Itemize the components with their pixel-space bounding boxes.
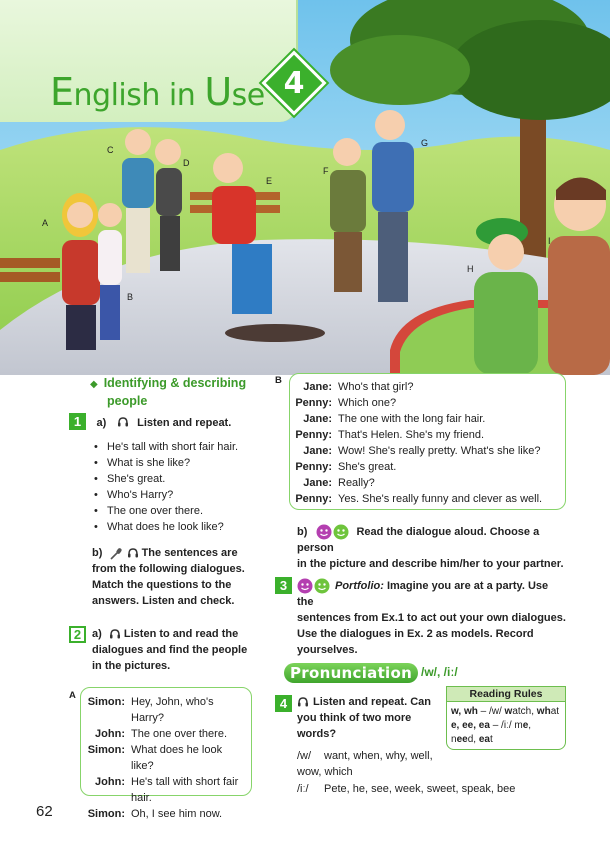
dialogue-row bbox=[81, 726, 245, 742]
person-label-a: A bbox=[42, 218, 49, 228]
reading-rules-title: Reading Rules bbox=[447, 687, 565, 702]
exercise-3-instruction bbox=[297, 578, 567, 658]
unit-title-tab bbox=[0, 0, 298, 122]
dialogue-line: She's great. bbox=[338, 461, 397, 473]
title-letter-e: E bbox=[50, 70, 74, 114]
pronunciation-sounds: /w/, /iː/ bbox=[421, 665, 458, 679]
sound-w-words bbox=[297, 748, 433, 780]
rule-letters: e, ee, ea bbox=[451, 720, 490, 731]
rule-letters: e bbox=[522, 720, 529, 731]
rule-letters: wh bbox=[536, 706, 551, 717]
rule-letters: w bbox=[504, 706, 513, 717]
dialogue-b-letter: B bbox=[275, 375, 282, 386]
rule-text: atch, bbox=[512, 706, 537, 717]
diamond-bullet-icon: ◆ bbox=[90, 379, 98, 390]
dialogue-line: hair. bbox=[131, 792, 152, 804]
headphones-icon bbox=[109, 628, 121, 640]
sound-w-list: want, when, why, well, bbox=[324, 750, 433, 762]
microphone-icon bbox=[109, 547, 123, 560]
speaker-name: Simon: bbox=[87, 808, 125, 820]
exercise-3-header bbox=[275, 577, 292, 595]
rule-text: at bbox=[550, 706, 560, 717]
exercise-3-number: 3 bbox=[275, 577, 292, 594]
pair-work-icon bbox=[316, 524, 350, 540]
speaker-name: Penny: bbox=[295, 493, 332, 505]
dialogue-line: Hey, John, who's Harry? bbox=[131, 696, 214, 724]
dialogue-line: The one over there. bbox=[131, 728, 228, 740]
exercise-2b-instruction bbox=[297, 524, 567, 572]
speaker-name: Jane: bbox=[303, 413, 332, 425]
exercise-4-number: 4 bbox=[275, 695, 292, 712]
dialogue-line: Yes. She's really funny and clever as well. bbox=[338, 493, 543, 505]
exercise-2b-line1: Read the dialogue aloud. Choose a person bbox=[297, 526, 540, 555]
rule-text: n bbox=[451, 734, 457, 745]
rule-text: – /iː/ m bbox=[489, 720, 523, 731]
exercise-3-line2: sentences from Ex.1 to act out your own dialogues. bbox=[297, 612, 566, 625]
dialogue-row bbox=[290, 411, 559, 427]
sound-i-list: Pete, he, see, week, sweet, speak, bee bbox=[324, 783, 516, 795]
rule-text: – /w/ bbox=[477, 706, 505, 717]
headphones-icon bbox=[297, 696, 309, 708]
dialogue-row bbox=[81, 790, 245, 806]
phrase-list bbox=[92, 439, 238, 535]
list-item: • What does he look like? bbox=[92, 519, 238, 535]
exercise-3-line3: Use the dialogues in Ex. 2 as models. Record bbox=[297, 628, 534, 641]
exercise-2b-label: b) bbox=[297, 526, 308, 538]
exercise-1a-label: a) bbox=[96, 417, 107, 429]
person-label-b: B bbox=[127, 292, 134, 302]
exercise-1b-line1: The sentences are bbox=[141, 547, 238, 559]
exercise-1b-instruction bbox=[92, 545, 272, 609]
title-part-2: se bbox=[231, 78, 265, 113]
person-label-d: D bbox=[183, 158, 190, 168]
rule-letters: w, wh bbox=[451, 706, 478, 717]
sound-i-label: /iː/ bbox=[297, 783, 309, 795]
dialogue-row bbox=[290, 395, 559, 411]
speaker-name: John: bbox=[95, 776, 125, 788]
sound-w-label: /w/ bbox=[297, 750, 312, 762]
dialogue-row bbox=[290, 427, 559, 443]
exercise-1-header bbox=[69, 413, 231, 431]
dialogue-row bbox=[290, 443, 559, 459]
section-heading-line1: Identifying & describing bbox=[103, 376, 247, 390]
list-item: • What is she like? bbox=[92, 455, 238, 471]
dialogue-row bbox=[81, 742, 245, 774]
section-heading-line2: people bbox=[107, 394, 148, 408]
dialogue-line: That's Helen. She's my friend. bbox=[338, 429, 485, 441]
rule-text: , bbox=[528, 720, 532, 731]
speaker-name bbox=[81, 790, 125, 806]
dialogue-b-box bbox=[289, 373, 566, 510]
dialogue-a-letter: A bbox=[69, 690, 76, 701]
speaker-name: Penny: bbox=[295, 397, 332, 409]
dialogue-line: What does he look like? bbox=[131, 744, 223, 772]
person-label-f: F bbox=[323, 166, 329, 176]
dialogue-line: The one with the long fair hair. bbox=[338, 413, 486, 425]
speaker-name: Simon: bbox=[87, 744, 125, 756]
speaker-name: Penny: bbox=[295, 429, 332, 441]
dialogue-line: Who's that girl? bbox=[338, 381, 414, 393]
dialogue-row bbox=[290, 491, 559, 507]
exercise-2-number: 2 bbox=[69, 626, 86, 643]
exercise-2b-line2: in the picture and describe him/her to your partner. bbox=[297, 558, 564, 571]
headphones-icon bbox=[127, 547, 139, 559]
exercise-4-instruction bbox=[297, 694, 437, 742]
portfolio-label: Portfolio: bbox=[335, 580, 384, 592]
exercise-1b-line4: answers. Listen and check. bbox=[92, 595, 235, 607]
dialogue-line: Which one? bbox=[338, 397, 397, 409]
exercise-2a-label: a) bbox=[92, 628, 102, 640]
exercise-2-header bbox=[69, 626, 86, 644]
speaker-name: Penny: bbox=[295, 461, 332, 473]
speaker-name: John: bbox=[95, 728, 125, 740]
dialogue-line: Really? bbox=[338, 477, 375, 489]
reading-rules-body bbox=[447, 702, 565, 750]
speaker-name: Simon: bbox=[87, 696, 125, 708]
exercise-4-header bbox=[275, 695, 292, 713]
dialogue-line: He's tall with short fair bbox=[131, 776, 239, 788]
speaker-name: Jane: bbox=[303, 477, 332, 489]
pronunciation-title: Pronunciation bbox=[284, 663, 418, 683]
exercise-2a-line2: dialogues and find the people bbox=[92, 644, 248, 656]
exercise-4-line3: words? bbox=[297, 728, 337, 740]
speaker-name: Jane: bbox=[303, 381, 332, 393]
dialogue-a-box bbox=[80, 687, 252, 820]
exercise-1-number: 1 bbox=[69, 413, 86, 430]
title-letter-u: U bbox=[204, 70, 232, 114]
dialogue-line: Oh, I see him now. bbox=[131, 808, 223, 820]
section-heading bbox=[90, 375, 246, 409]
group-work-icon bbox=[297, 578, 331, 594]
list-item: • He's tall with short fair hair. bbox=[92, 439, 238, 455]
speaker-name: Jane: bbox=[303, 445, 332, 457]
exercise-4-line2: you think of two more bbox=[297, 712, 412, 724]
exercise-3-line4: yourselves. bbox=[297, 644, 358, 657]
dialogue-row bbox=[81, 806, 245, 822]
headphones-icon bbox=[117, 416, 129, 428]
exercise-2a-line3: in the pictures. bbox=[92, 660, 171, 672]
rule-text: t bbox=[489, 734, 493, 745]
page-title bbox=[50, 70, 265, 114]
sound-w-list-2: wow, which bbox=[297, 766, 353, 778]
rule-letters: ea bbox=[478, 734, 490, 745]
exercise-1b-label: b) bbox=[92, 547, 103, 559]
person-label-i: I bbox=[548, 236, 551, 246]
dialogue-row bbox=[81, 774, 245, 790]
person-label-e: E bbox=[266, 176, 273, 186]
rule-letters: ee bbox=[456, 734, 468, 745]
exercise-2a-line1: Listen to and read the bbox=[123, 628, 239, 640]
sound-i-words bbox=[297, 781, 515, 797]
exercise-1b-line2: from the following dialogues. bbox=[92, 563, 245, 575]
dialogue-row bbox=[290, 475, 559, 491]
exercise-4-line1: Listen and repeat. Can bbox=[313, 696, 431, 708]
dialogue-line: Wow! She's really pretty. What's she like? bbox=[338, 445, 541, 457]
reading-rules-box bbox=[446, 686, 566, 750]
person-label-g: G bbox=[421, 138, 429, 148]
title-part-1: nglish in bbox=[73, 78, 205, 113]
page-number: 62 bbox=[36, 803, 53, 820]
exercise-1a-instruction: Listen and repeat. bbox=[137, 417, 232, 429]
rule-text: d, bbox=[467, 734, 479, 745]
dialogue-row bbox=[290, 379, 559, 395]
person-label-c: C bbox=[107, 145, 114, 155]
unit-number: 4 bbox=[283, 65, 305, 101]
list-item: • Who's Harry? bbox=[92, 487, 238, 503]
list-item: • The one over there. bbox=[92, 503, 238, 519]
person-label-h: H bbox=[467, 264, 474, 274]
list-item: • She's great. bbox=[92, 471, 238, 487]
exercise-1b-line3: Match the questions to the bbox=[92, 579, 232, 591]
exercise-2a-instruction bbox=[92, 626, 272, 674]
exercise-3-line1: Imagine you are at a party. Use the bbox=[297, 580, 549, 609]
dialogue-row bbox=[290, 459, 559, 475]
dialogue-row bbox=[81, 694, 245, 726]
